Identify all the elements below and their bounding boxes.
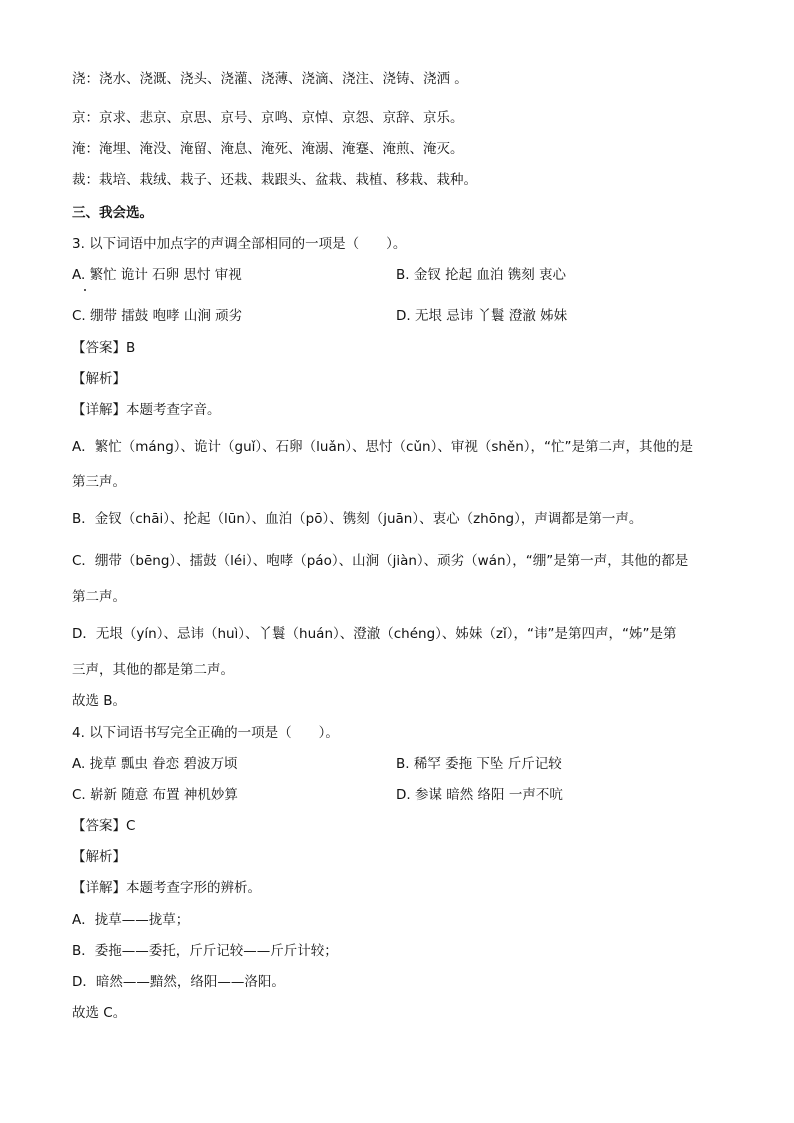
explanation-a: A．拢草——拢草；	[72, 912, 190, 928]
answer-label: 【答案】B	[72, 340, 136, 356]
option-d: D. 参谋 暗然 络阳 一声不吭	[396, 787, 563, 803]
section-heading: 三、我会选。	[72, 205, 153, 221]
option-d: D. 无垠 忌讳 丫鬟 澄澈 姊妹	[396, 308, 568, 324]
option-b: B. 稀罕 委拖 下坠 斤斤记较	[396, 756, 562, 772]
option-b: B. 金钗 抡起 血泊 镌刻 衷心	[396, 267, 567, 283]
explanation-b: B．委拖——委托，斤斤记较——斤斤计较；	[72, 943, 338, 959]
explanation-c: C．绷带（bēng）、擂鼓（léi）、咆哮（páo）、山涧（jiàn）、顽劣（wán），“绷”是第一声，其他的都是	[72, 553, 689, 569]
question-stem: 4. 以下词语书写完全正确的一项是（ ）。	[72, 725, 339, 741]
analysis-label: 【解析】	[72, 371, 126, 387]
word-line-yan: 淹：淹埋、淹没、淹留、淹息、淹死、淹溺、淹蹇、淹煎、淹灭。	[72, 141, 464, 157]
option-a: A. 拢草 瓢虫 眷恋 碧波万顷	[72, 756, 238, 772]
explanation-d-cont: 三声，其他的都是第二声。	[72, 662, 234, 678]
word-line-jing: 京：京求、悲京、京思、京号、京鸣、京悼、京怨、京辞、京乐。	[72, 110, 464, 126]
option-c: C. 崭新 随意 布置 神机妙算	[72, 787, 238, 803]
explanation-b: B．金钗（chāi）、抡起（lūn）、血泊（pō）、镌刻（juān）、衷心（zhōng），声调都是第一声。	[72, 511, 643, 527]
explanation-d: D．无垠（yín）、忌讳（huì）、丫鬟（huán）、澄澈（chéng）、姊妹（zǐ），“讳”是第四声，“姊”是第	[72, 626, 677, 642]
emphasis-dot	[84, 289, 86, 291]
option-a: A. 繁忙 诡计 石卵 思忖 审视	[72, 267, 242, 283]
conclusion: 故选 B。	[72, 693, 127, 709]
answer-label: 【答案】C	[72, 818, 136, 834]
detail-text: 【详解】本题考查字形的辨析。	[72, 880, 261, 896]
analysis-label: 【解析】	[72, 849, 126, 865]
detail-text: 【详解】本题考查字音。	[72, 402, 221, 418]
conclusion: 故选 C。	[72, 1005, 127, 1021]
question-stem: 3. 以下词语中加点字的声调全部相同的一项是（ ）。	[72, 236, 407, 252]
explanation-c-cont: 第二声。	[72, 589, 126, 605]
word-line-cai: 裁：栽培、栽绒、栽子、还栽、栽跟头、盆栽、栽植、移栽、栽种。	[72, 172, 477, 188]
explanation-a: A．繁忙（máng）、诡计（guǐ）、石卵（luǎn）、思忖（cǔn）、审视（shěn），“忙”是第二声，其他的是	[72, 439, 694, 455]
explanation-d: D．暗然——黯然，络阳——洛阳。	[72, 974, 285, 990]
explanation-a-cont: 第三声。	[72, 474, 126, 490]
option-c: C. 绷带 擂鼓 咆哮 山涧 顽劣	[72, 308, 243, 324]
word-line-jiao: 浇：浇水、浇溉、浇头、浇灌、浇薄、浇滴、浇注、浇铸、浇洒 。	[72, 71, 468, 87]
